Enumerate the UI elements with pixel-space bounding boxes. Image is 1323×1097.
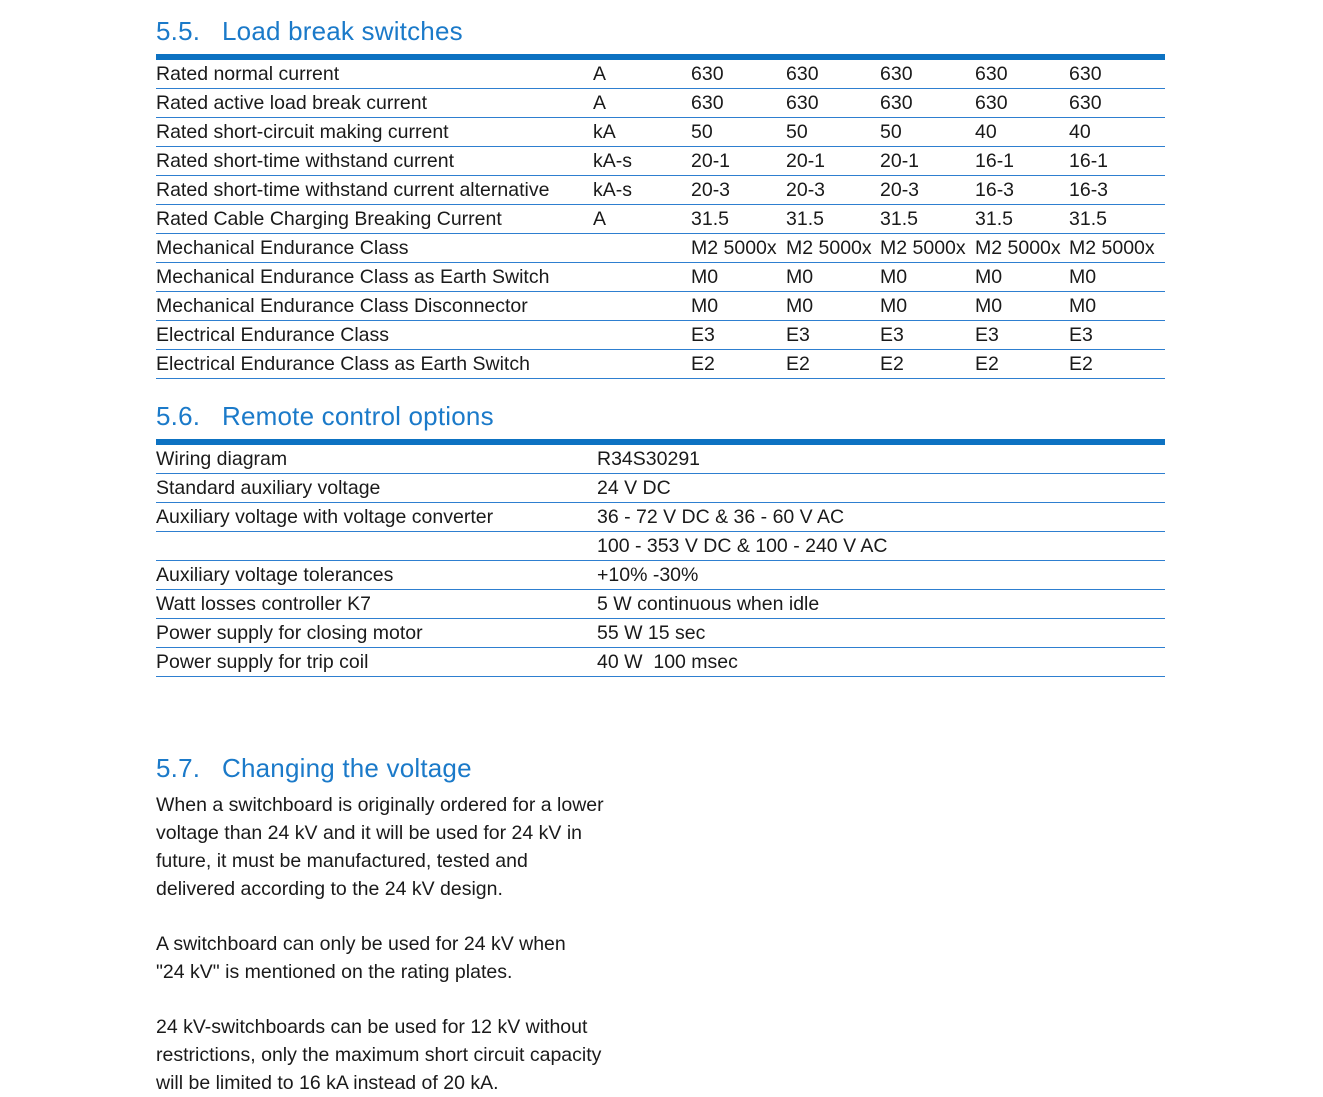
- page-content: [156, 16, 1165, 1097]
- spec-row-unit: kA: [593, 118, 691, 147]
- spec-row-value: M2 5000x: [1069, 234, 1165, 263]
- spec-row-label: Rated active load break current: [156, 89, 593, 118]
- option-row-label: [156, 532, 597, 561]
- paragraph-line: When a switchboard is originally ordered for a lower: [156, 794, 604, 816]
- option-row-value: R34S30291: [597, 447, 701, 470]
- spec-row-value: 16-1: [1069, 147, 1165, 176]
- spec-row-unit: [593, 263, 691, 292]
- paragraph: [156, 1013, 1165, 1097]
- spec-row-value: 20-3: [691, 176, 786, 205]
- spec-row-value: E3: [691, 321, 786, 350]
- spec-row-value: 630: [975, 89, 1069, 118]
- option-row-label: Auxiliary voltage tolerances: [156, 561, 597, 590]
- spec-row-value: E3: [786, 321, 880, 350]
- spec-row-unit: [593, 350, 691, 379]
- option-row: [156, 590, 1165, 619]
- spec-row-label: Electrical Endurance Class as Earth Switch: [156, 350, 593, 379]
- spec-row-value: 16-3: [975, 176, 1069, 205]
- remote-control-options-table: [156, 439, 1165, 677]
- section-remote-control-options: [156, 401, 1165, 677]
- spec-row-value: M0: [880, 263, 975, 292]
- option-row-value: 24 V DC: [597, 474, 1165, 503]
- spec-row: [156, 234, 1165, 263]
- spec-row-value: 50: [880, 118, 975, 147]
- spec-row-value: 630: [975, 62, 1008, 85]
- spec-row-value: 40: [975, 118, 1069, 147]
- load-break-switches-table: [156, 54, 1165, 379]
- spec-row-unit: A: [593, 62, 607, 85]
- section-title: Changing the voltage: [222, 753, 472, 783]
- spec-row-value: 630: [880, 62, 913, 85]
- option-row: [156, 561, 1165, 590]
- option-row-value: 40 W 100 msec: [597, 648, 1165, 677]
- body-paragraphs: [156, 791, 1165, 1097]
- option-row-value: 55 W 15 sec: [597, 619, 1165, 648]
- spec-row-value: 31.5: [975, 205, 1069, 234]
- option-row-value: 100 - 353 V DC & 100 - 240 V AC: [597, 532, 1165, 561]
- spec-row: [156, 147, 1165, 176]
- section-load-break-switches: [156, 16, 1165, 379]
- spec-row-value: E2: [691, 350, 786, 379]
- option-row-label: Auxiliary voltage with voltage converter: [156, 503, 597, 532]
- spec-row-unit: kA-s: [593, 147, 691, 176]
- spec-row-value: M2 5000x: [786, 234, 880, 263]
- spec-row-label: Rated Cable Charging Breaking Current: [156, 205, 593, 234]
- spec-row-value: 20-1: [786, 147, 880, 176]
- spec-row: [156, 350, 1165, 379]
- spec-row: [156, 321, 1165, 350]
- spec-row: [156, 176, 1165, 205]
- spec-row-value: E2: [880, 350, 975, 379]
- paragraph-line: future, it must be manufactured, tested and: [156, 850, 528, 872]
- spec-row-value: 31.5: [1069, 205, 1165, 234]
- section-changing-the-voltage: [156, 753, 1165, 1097]
- option-row: [156, 442, 1165, 474]
- spec-row-value: E2: [786, 350, 880, 379]
- option-row-label: Standard auxiliary voltage: [156, 474, 597, 503]
- spec-row-value: 630: [1069, 62, 1102, 85]
- paragraph-line: voltage than 24 kV and it will be used for 24 kV in: [156, 822, 583, 844]
- spec-row-value: E2: [975, 350, 1069, 379]
- spec-row-unit: A: [593, 89, 691, 118]
- spec-row-value: E3: [880, 321, 975, 350]
- option-row: [156, 619, 1165, 648]
- spec-row-value: E3: [1069, 321, 1165, 350]
- spec-row: [156, 57, 1165, 89]
- spec-row-value: M2 5000x: [975, 234, 1069, 263]
- spec-row-value: 31.5: [880, 205, 975, 234]
- option-row-label: Power supply for closing motor: [156, 619, 597, 648]
- section-heading-remote-control-options: [156, 401, 1165, 431]
- spec-row-value: E3: [975, 321, 1069, 350]
- spec-row-value: 40: [1069, 118, 1165, 147]
- spec-row-label: Rated normal current: [156, 62, 340, 85]
- spec-row-value: 16-3: [1069, 176, 1165, 205]
- spec-row-value: M0: [1069, 292, 1165, 321]
- spec-row-value: M0: [786, 263, 880, 292]
- spec-row-value: 630: [786, 89, 880, 118]
- spec-row-value: 630: [1069, 89, 1165, 118]
- spec-row-value: M2 5000x: [691, 234, 786, 263]
- option-row-label: Watt losses controller K7: [156, 590, 597, 619]
- spec-row: [156, 205, 1165, 234]
- spec-row-unit: kA-s: [593, 176, 691, 205]
- option-row-value: 36 - 72 V DC & 36 - 60 V AC: [597, 503, 1165, 532]
- section-number: 5.7.: [156, 753, 201, 783]
- paragraph: [156, 791, 1165, 903]
- spec-row-value: 20-1: [691, 147, 786, 176]
- spec-row-value: 50: [691, 118, 786, 147]
- spec-row-unit: [593, 234, 691, 263]
- spec-row-value: 630: [691, 89, 786, 118]
- spec-row: [156, 89, 1165, 118]
- paragraph-line: 24 kV-switchboards can be used for 12 kV without: [156, 1016, 588, 1038]
- spec-row-value: 20-3: [880, 176, 975, 205]
- section-title: Remote control options: [222, 401, 494, 431]
- option-row-value: +10% -30%: [597, 561, 1165, 590]
- spec-row-value: M0: [786, 292, 880, 321]
- spec-row-value: 31.5: [786, 205, 880, 234]
- option-row-label: Power supply for trip coil: [156, 648, 597, 677]
- spec-row-value: M0: [975, 263, 1069, 292]
- paragraph-line: A switchboard can only be used for 24 kV when: [156, 933, 566, 955]
- spec-row-value: 20-3: [786, 176, 880, 205]
- spec-row-value: 630: [691, 62, 724, 85]
- spec-row-value: 16-1: [975, 147, 1069, 176]
- spec-row-value: 630: [880, 89, 975, 118]
- option-row: [156, 503, 1165, 532]
- spec-row: [156, 118, 1165, 147]
- spec-row-label: Mechanical Endurance Class Disconnector: [156, 292, 593, 321]
- spec-row-value: 31.5: [691, 205, 786, 234]
- option-row: [156, 474, 1165, 503]
- spec-row-value: 20-1: [880, 147, 975, 176]
- spec-row-unit: [593, 321, 691, 350]
- spec-row-value: M0: [1069, 263, 1165, 292]
- spec-row-value: M0: [880, 292, 975, 321]
- paragraph-line: delivered according to the 24 kV design.: [156, 878, 503, 900]
- paragraph-line: "24 kV" is mentioned on the rating plates.: [156, 961, 513, 983]
- spec-row-label: Mechanical Endurance Class: [156, 234, 593, 263]
- section-heading-changing-the-voltage: [156, 753, 1165, 783]
- paragraph-line: restrictions, only the maximum short circuit capacity: [156, 1044, 602, 1066]
- spec-row-value: M0: [975, 292, 1069, 321]
- option-row: [156, 648, 1165, 677]
- spec-row-label: Rated short-time withstand current alternative: [156, 176, 593, 205]
- spec-row-value: M2 5000x: [880, 234, 975, 263]
- spec-row-value: M0: [691, 263, 786, 292]
- spec-row: [156, 263, 1165, 292]
- spec-row: [156, 292, 1165, 321]
- option-row-label: Wiring diagram: [156, 447, 288, 470]
- spec-row-label: Rated short-time withstand current: [156, 147, 593, 176]
- section-number: 5.5.: [156, 16, 201, 46]
- spec-row-unit: A: [593, 205, 691, 234]
- spec-row-label: Rated short-circuit making current: [156, 118, 593, 147]
- option-row: [156, 532, 1165, 561]
- spec-row-value: E2: [1069, 350, 1165, 379]
- section-heading-load-break-switches: [156, 16, 1165, 46]
- section-title: Load break switches: [222, 16, 463, 46]
- spec-row-value: M0: [691, 292, 786, 321]
- paragraph-line: will be limited to 16 kA instead of 20 kA.: [156, 1072, 499, 1094]
- section-number: 5.6.: [156, 401, 201, 431]
- paragraph: [156, 930, 1165, 986]
- spec-row-value: 630: [786, 62, 819, 85]
- option-row-value: 5 W continuous when idle: [597, 590, 1165, 619]
- spec-row-unit: [593, 292, 691, 321]
- spec-row-label: Electrical Endurance Class: [156, 321, 593, 350]
- spec-row-value: 50: [786, 118, 880, 147]
- spec-row-label: Mechanical Endurance Class as Earth Switch: [156, 263, 593, 292]
